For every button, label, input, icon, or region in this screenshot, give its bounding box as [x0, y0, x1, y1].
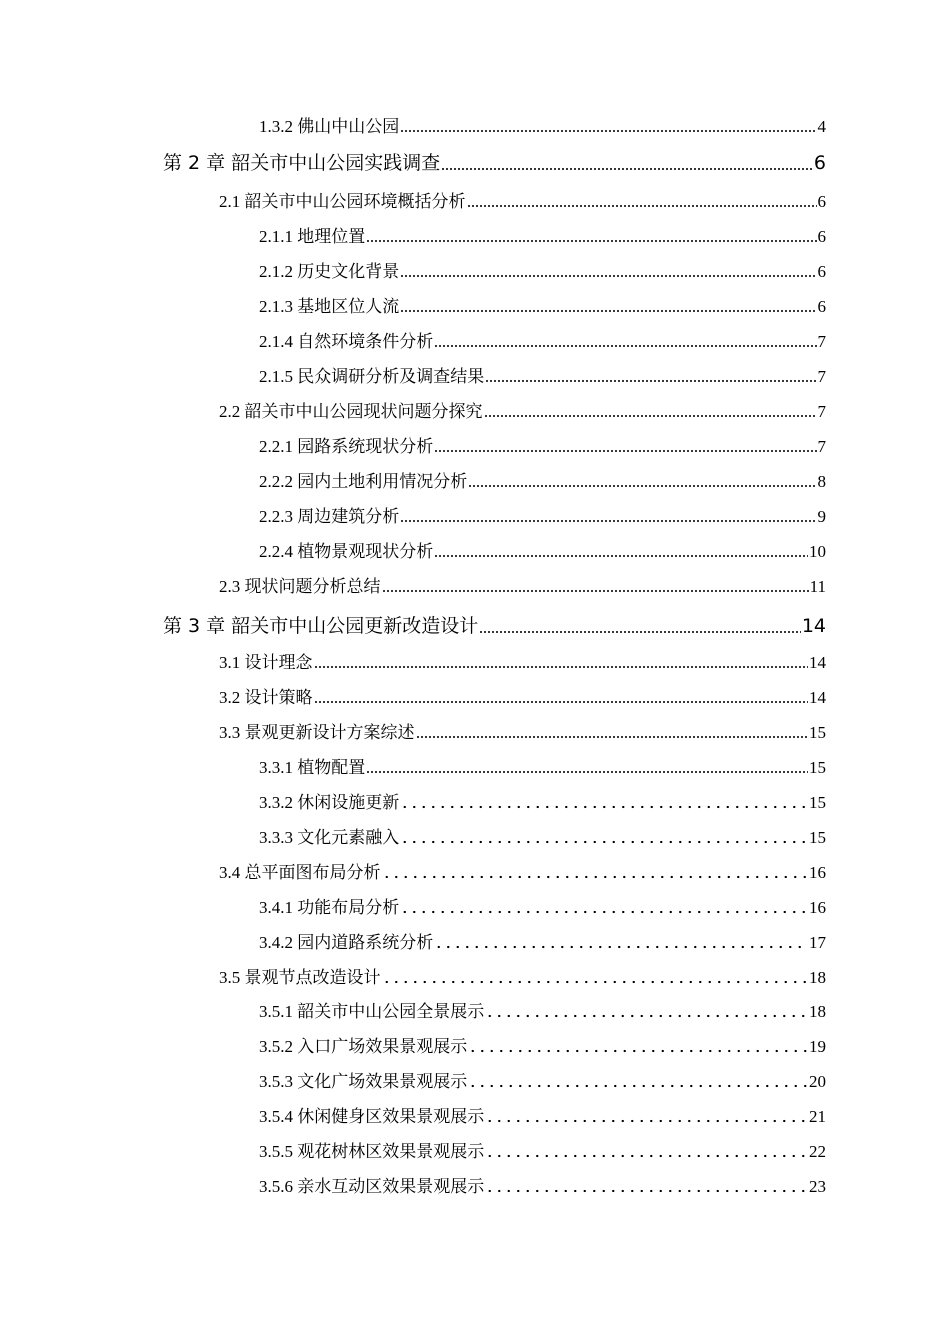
- toc-entry-title: 2.2.1 园路系统现状分析: [259, 437, 434, 456]
- toc-entry-title: 3.4.2 园内道路系统分析: [259, 933, 434, 952]
- toc-entry[interactable]: [259, 259, 826, 283]
- dot-leader: [400, 274, 816, 278]
- dot-leader: [485, 1154, 808, 1158]
- toc-entry-title: 3.2 设计策略: [219, 688, 313, 707]
- toc-entry-title: 3.4.1 功能布局分析: [259, 898, 400, 917]
- toc-entry-page: 8: [817, 472, 826, 491]
- toc-entry-page: 14: [809, 688, 826, 707]
- toc-entry-page: 6: [813, 152, 826, 174]
- toc-entry-page: 7: [817, 402, 826, 421]
- dot-leader: [366, 239, 816, 243]
- toc-entry-page: 23: [809, 1177, 826, 1196]
- toc-entry-title: 3.5.1 韶关市中山公园全景展示: [259, 1002, 485, 1021]
- dot-leader: [382, 980, 809, 984]
- toc-entry[interactable]: [259, 539, 826, 563]
- toc-entry-title: 2.3 现状问题分析总结: [219, 577, 381, 596]
- toc-entry[interactable]: [259, 434, 826, 458]
- toc-entry-title: 第 2 章 韶关市中山公园实践调查: [163, 152, 441, 174]
- toc-entry-page: 15: [809, 793, 826, 812]
- toc-entry-title: 2.1.4 自然环境条件分析: [259, 332, 434, 351]
- toc-entry[interactable]: [219, 720, 826, 744]
- dot-leader: [314, 700, 809, 704]
- dot-leader: [467, 204, 817, 208]
- toc-entry-title: 3.5.6 亲水互动区效果景观展示: [259, 1177, 485, 1196]
- toc-entry-title: 3.3.3 文化元素融入: [259, 828, 400, 847]
- toc-entry[interactable]: [259, 294, 826, 318]
- toc-entry-title: 3.3.1 植物配置: [259, 758, 366, 777]
- toc-entry-page: 14: [809, 653, 826, 672]
- toc-entry-title: 3.5.5 观花树林区效果景观展示: [259, 1142, 485, 1161]
- dot-leader: [400, 519, 816, 523]
- dot-leader: [400, 309, 816, 313]
- toc-entry[interactable]: [219, 650, 826, 674]
- toc-entry-page: 6: [817, 227, 826, 246]
- dot-leader: [400, 910, 808, 914]
- toc-entry[interactable]: [259, 1174, 826, 1198]
- dot-leader: [485, 379, 816, 383]
- toc-entry[interactable]: [259, 999, 826, 1023]
- toc-entry[interactable]: [259, 825, 826, 849]
- toc-entry-title: 3.4 总平面图布局分析: [219, 863, 381, 882]
- toc-entry[interactable]: [259, 114, 826, 138]
- toc-entry-page: 15: [809, 723, 826, 742]
- toc-entry-page: 4: [817, 117, 826, 136]
- toc-entry-page: 16: [809, 863, 826, 882]
- dot-leader: [485, 1189, 808, 1193]
- toc-entry[interactable]: [259, 755, 826, 779]
- dot-leader: [416, 735, 809, 739]
- toc-entry-page: 10: [809, 542, 826, 561]
- toc-entry-title: 3.3 景观更新设计方案综述: [219, 723, 415, 742]
- toc-entry-title: 3.5.3 文化广场效果景观展示: [259, 1072, 468, 1091]
- dot-leader: [485, 1119, 808, 1123]
- dot-leader: [366, 770, 808, 774]
- dot-leader: [434, 554, 808, 558]
- toc-entry-title: 3.5.4 休闲健身区效果景观展示: [259, 1107, 485, 1126]
- toc-entry-title: 3.5.2 入口广场效果景观展示: [259, 1037, 468, 1056]
- dot-leader: [434, 449, 816, 453]
- dot-leader: [484, 414, 817, 418]
- toc-entry-page: 14: [801, 615, 826, 637]
- toc-entry-page: 7: [817, 437, 826, 456]
- toc-entry-title: 2.1.1 地理位置: [259, 227, 366, 246]
- dot-leader: [382, 875, 809, 879]
- toc-entry[interactable]: [259, 790, 826, 814]
- toc-entry[interactable]: [259, 1104, 826, 1128]
- toc-entry-title: 2.1 韶关市中山公园环境概括分析: [219, 192, 466, 211]
- toc-entry-title: 2.2.2 园内土地利用情况分析: [259, 472, 468, 491]
- toc-entry-title: 3.3.2 休闲设施更新: [259, 793, 400, 812]
- toc-entry[interactable]: [259, 1069, 826, 1093]
- toc-entry-page: 6: [817, 192, 826, 211]
- toc-entry[interactable]: [219, 574, 826, 598]
- toc-entry-title: 2.1.3 基地区位人流: [259, 297, 400, 316]
- toc-entry[interactable]: [259, 329, 826, 353]
- toc-entry-page: 20: [809, 1072, 826, 1091]
- toc-entry[interactable]: [219, 685, 826, 709]
- toc-entry-page: 22: [809, 1142, 826, 1161]
- toc-entry-page: 21: [809, 1107, 826, 1126]
- toc-entry[interactable]: [259, 1139, 826, 1163]
- dot-leader: [400, 805, 808, 809]
- toc-entry[interactable]: [219, 965, 826, 989]
- toc-entry-page: 6: [817, 297, 826, 316]
- toc-entry-page: 6: [817, 262, 826, 281]
- toc-entry-title: 2.1.5 民众调研分析及调查结果: [259, 367, 485, 386]
- toc-entry-page: 15: [809, 828, 826, 847]
- dot-leader: [468, 1049, 808, 1053]
- toc-entry[interactable]: [259, 504, 826, 528]
- toc-entry[interactable]: [259, 1034, 826, 1058]
- toc-entry-page: 9: [817, 507, 826, 526]
- toc-entry-title: 第 3 章 韶关市中山公园更新改造设计: [163, 615, 479, 637]
- toc-entry-title: 1.3.2 佛山中山公园: [259, 117, 400, 136]
- dot-leader: [485, 1014, 808, 1018]
- dot-leader: [468, 484, 816, 488]
- toc-entry-page: 7: [817, 332, 826, 351]
- dot-leader: [314, 665, 809, 669]
- dot-leader: [400, 129, 816, 133]
- toc-entry[interactable]: [219, 399, 826, 423]
- dot-leader: [468, 1084, 808, 1088]
- toc-entry-title: 2.1.2 历史文化背景: [259, 262, 400, 281]
- toc-entry[interactable]: [259, 930, 826, 954]
- toc-entry-title: 2.2.3 周边建筑分析: [259, 507, 400, 526]
- toc-entry[interactable]: [259, 469, 826, 493]
- dot-leader: [479, 630, 801, 634]
- toc-entry[interactable]: [219, 189, 826, 213]
- toc-entry-page: 17: [809, 933, 826, 952]
- toc-entry-page: 18: [809, 1002, 826, 1021]
- toc-entry[interactable]: [259, 895, 826, 919]
- toc-entry-page: 11: [809, 577, 826, 596]
- toc-entry-title: 2.2 韶关市中山公园现状问题分探究: [219, 402, 483, 421]
- dot-leader: [441, 167, 813, 171]
- toc-entry-page: 15: [809, 758, 826, 777]
- dot-leader: [382, 589, 809, 593]
- toc-entry[interactable]: [219, 860, 826, 884]
- toc-entry-title: 3.5 景观节点改造设计: [219, 968, 381, 987]
- dot-leader: [434, 344, 816, 348]
- toc-entry-page: 18: [809, 968, 826, 987]
- toc-entry-title: 2.2.4 植物景观现状分析: [259, 542, 434, 561]
- dot-leader: [434, 945, 808, 949]
- toc-entry[interactable]: [259, 224, 826, 248]
- toc-entry-page: 19: [809, 1037, 826, 1056]
- toc-chapter-entry[interactable]: [163, 148, 826, 176]
- dot-leader: [400, 840, 808, 844]
- toc-entry-page: 16: [809, 898, 826, 917]
- toc-entry-page: 7: [817, 367, 826, 386]
- toc-chapter-entry[interactable]: [163, 611, 826, 639]
- toc-entry[interactable]: [259, 364, 826, 388]
- toc-entry-title: 3.1 设计理念: [219, 653, 313, 672]
